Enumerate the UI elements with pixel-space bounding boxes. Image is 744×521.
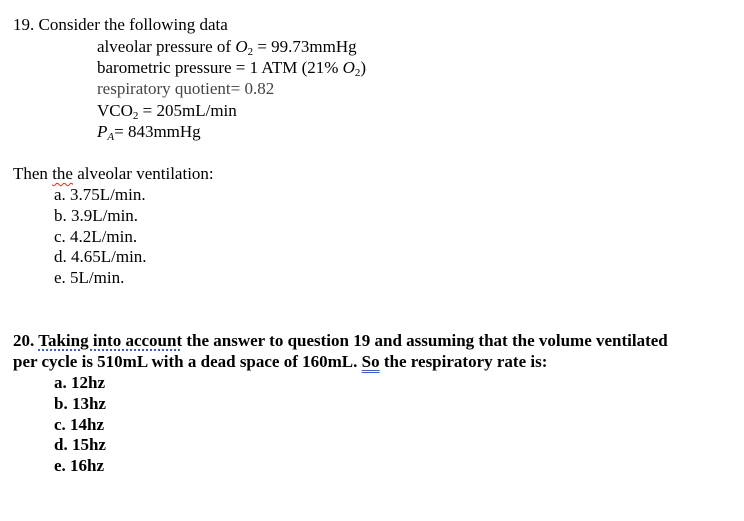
question-20-line-2 [13,352,547,372]
q20-option-a [54,373,105,393]
text-span: per cycle is 510mL with a dead space of 160mL. [13,352,362,371]
text-span: c. 4.2L/min. [54,227,138,246]
q19-option-e [54,268,124,288]
q20-option-e [54,456,104,476]
text-span: 20. [13,331,39,350]
text-span: = 99.73mmHg [253,37,357,56]
pa-line [97,122,201,147]
text-span: 2 [354,67,361,79]
text-span: c. 14hz [54,415,105,434]
text-span: b. 13hz [54,394,106,413]
q19-option-d [54,247,147,267]
text-span: 19. Consider the following data [13,15,228,34]
text-span: ) [360,58,367,77]
text-span: d. 4.65L/min. [54,247,147,266]
text-span: e. 16hz [54,456,105,475]
text-span: 2 [247,46,254,58]
q20-option-d [54,435,106,455]
q20-option-c [54,415,104,435]
text-span: a. 3.75L/min. [54,185,146,204]
respiratory-quotient-line [97,79,274,99]
question-19-title [13,15,228,35]
text-span: = 843mmHg [114,122,201,141]
text-span: alveolar pressure of [97,37,236,56]
text-span: d. 15hz [54,435,106,454]
text-span: P [97,122,108,141]
text-span: b. 3.9L/min. [54,206,139,225]
text-span: a. 12hz [54,373,105,392]
text-span: barometric pressure = 1 ATM (21% [97,58,343,77]
text-span: VCO [97,101,133,120]
spelling-mark: the [52,164,73,183]
q19-option-c [54,227,137,247]
question-19-prompt [13,164,214,184]
text-span: the answer to question 19 and assuming that the volume ventilated [182,331,668,350]
q19-option-a [54,185,146,205]
text-span: O [235,37,248,56]
text-span: alveolar ventilation: [72,164,214,183]
text-span: O [342,58,355,77]
text-span: Then [13,164,53,183]
q19-option-b [54,206,138,226]
text-span: A [107,131,115,143]
text-span: = 205mL/min [138,101,237,120]
q20-option-b [54,394,106,414]
grammar-mark: Taking into account [38,331,183,350]
text-span: 2 [132,110,139,122]
text-span: respiratory quotient= 0.82 [97,79,275,98]
text-span: the respiratory rate is: [379,352,548,371]
question-20-line-1 [13,331,668,351]
text-span: e. 5L/min. [54,268,125,287]
grammar-mark: So [361,352,380,371]
